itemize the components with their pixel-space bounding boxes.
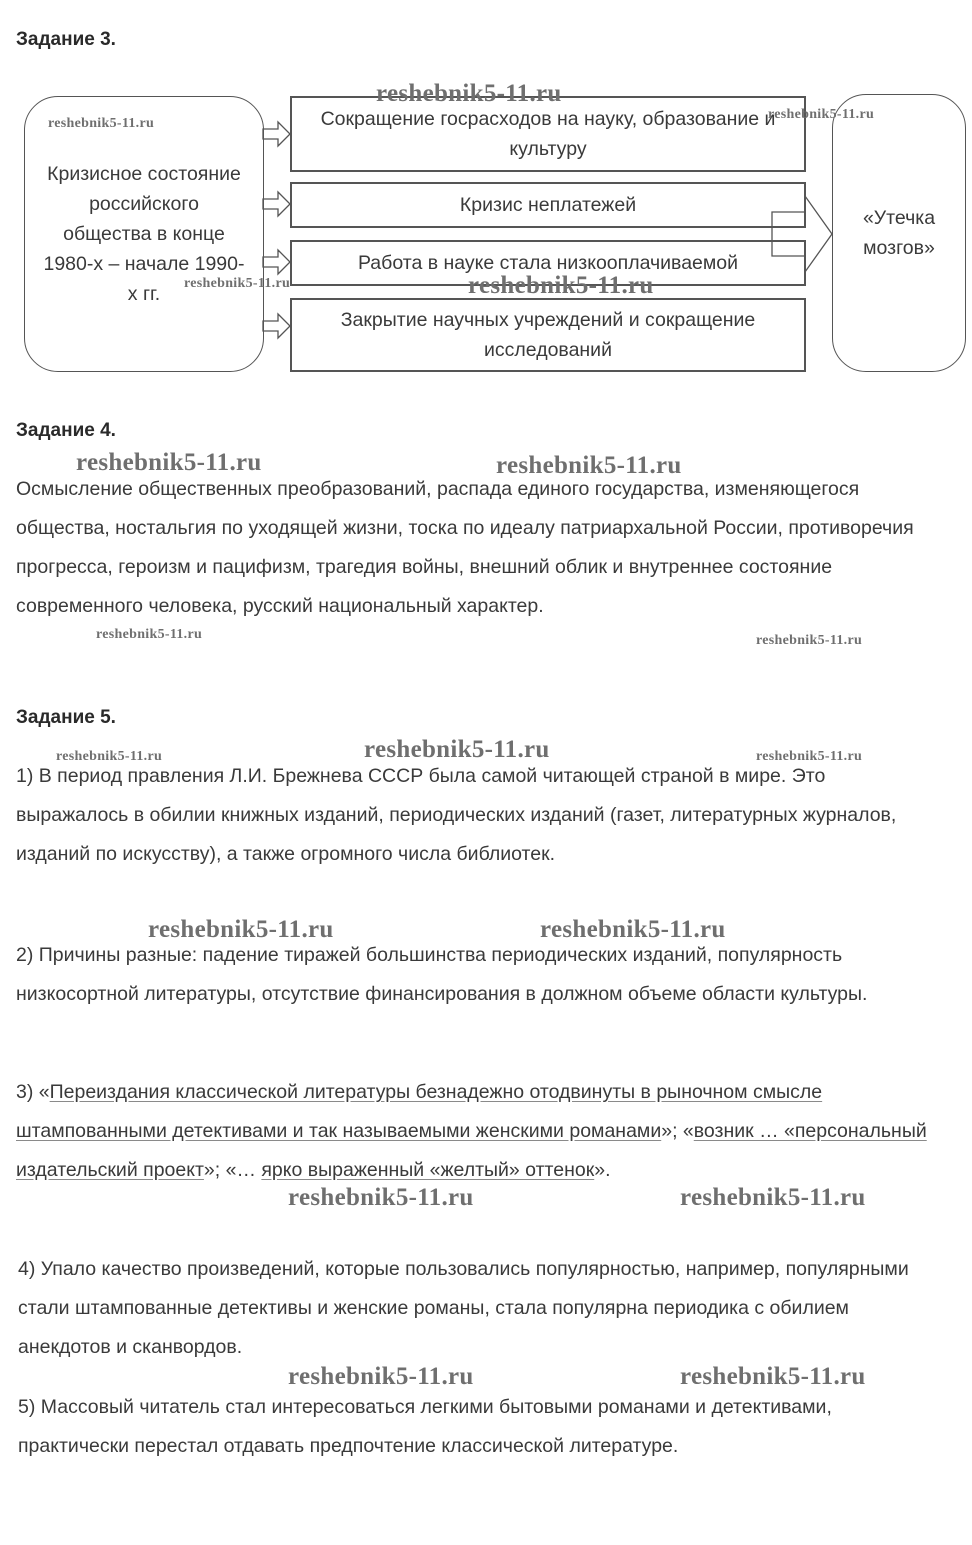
watermark: reshebnik5-11.ru (48, 116, 155, 131)
factor-box-4: Закрытие научных учреждений и сокращение исследований (290, 298, 806, 372)
task5-answer-1: 1) В период правления Л.И. Брежнева СССР была самой читающей страной в мире. Это выражалось в обилии книжных изданий, периодических изданий (газет, литературных журналов, изданий по искусству), а также огромного числа библиотек. (16, 765, 897, 865)
arrow-4-icon (263, 314, 290, 338)
watermark: reshebnik5-11.ru (376, 80, 562, 107)
watermark: reshebnik5-11.ru (496, 452, 682, 479)
factor-box-2: Кризис неплатежей (290, 182, 806, 228)
quote-close: ». (594, 1159, 611, 1181)
quote-2: возник … «персональный издательский проект (16, 1120, 927, 1181)
task5-answer-5: 5) Массовый читатель стал интересоваться легкими бытовыми романами и детективами, практически перестал отдавать предпочтение классической литературе. (18, 1396, 832, 1457)
watermark: reshebnik5-11.ru (540, 916, 726, 943)
task5-answer-4: 4) Упало качество произведений, которые пользовались популярностью, например, популярными стали штампованные детективы и женские романы, стала популярна периодика с обилием анекдотов и сканвордов. (18, 1258, 909, 1358)
task5-answer-3 (16, 1073, 936, 1190)
crisis-box: Кризисное состояние российского общества в конце 1980-х – начале 1990-х гг. (24, 96, 264, 372)
watermark: reshebnik5-11.ru (768, 107, 875, 122)
watermark: reshebnik5-11.ru (56, 749, 163, 764)
cause-effect-diagram (0, 0, 972, 380)
arrow-3-icon (263, 250, 290, 274)
watermark: reshebnik5-11.ru (756, 749, 863, 764)
task4-heading: Задание 4. (16, 420, 116, 441)
quote-1: Переиздания классической литературы безнадежно отодвинуты в рыночном смысле штампованными детективами и так называемыми женскими романами (16, 1081, 823, 1142)
watermark: reshebnik5-11.ru (288, 1184, 474, 1211)
quote-3: ярко выраженный «желтый» оттенок (261, 1159, 595, 1181)
watermark: reshebnik5-11.ru (468, 272, 654, 299)
watermark: reshebnik5-11.ru (148, 916, 334, 943)
task5-answer-2: 2) Причины разные: падение тиражей большинства периодических изданий, популярность низкосортной литературы, отсутствие финансирования в должном объеме области культуры. (16, 944, 868, 1005)
quote-sep-2: »; «… (203, 1159, 262, 1181)
task4-text: Осмысление общественных преобразований, распада единого государства, изменяющегося общества, ностальгия по уходящей жизни, тоска по идеалу патриархальной России, противоречия прогресса, героизм и пацифизм, трагедия войны, внешний облик и внутреннее состояние современного человека, русский национальный характер. (16, 478, 914, 617)
watermark: reshebnik5-11.ru (364, 736, 550, 763)
watermark: reshebnik5-11.ru (76, 449, 262, 476)
task5-heading: Задание 5. (16, 707, 116, 728)
watermark: reshebnik5-11.ru (680, 1363, 866, 1390)
quote-open: 3) « (16, 1081, 50, 1103)
watermark: reshebnik5-11.ru (96, 627, 203, 642)
factor-box-1: Сокращение госрасходов на науку, образование и культуру (290, 96, 806, 172)
arrow-1-icon (263, 122, 290, 146)
brain-drain-box: «Утечка мозгов» (832, 94, 966, 372)
watermark: reshebnik5-11.ru (288, 1363, 474, 1390)
watermark: reshebnik5-11.ru (184, 276, 291, 291)
watermark: reshebnik5-11.ru (756, 633, 863, 648)
arrow-2-icon (263, 192, 290, 216)
quote-sep-1: »; « (661, 1120, 694, 1142)
task3-heading: Задание 3. (16, 29, 116, 50)
watermark: reshebnik5-11.ru (680, 1184, 866, 1211)
factor-box-3: Работа в науке стала низкооплачиваемой (290, 240, 806, 286)
